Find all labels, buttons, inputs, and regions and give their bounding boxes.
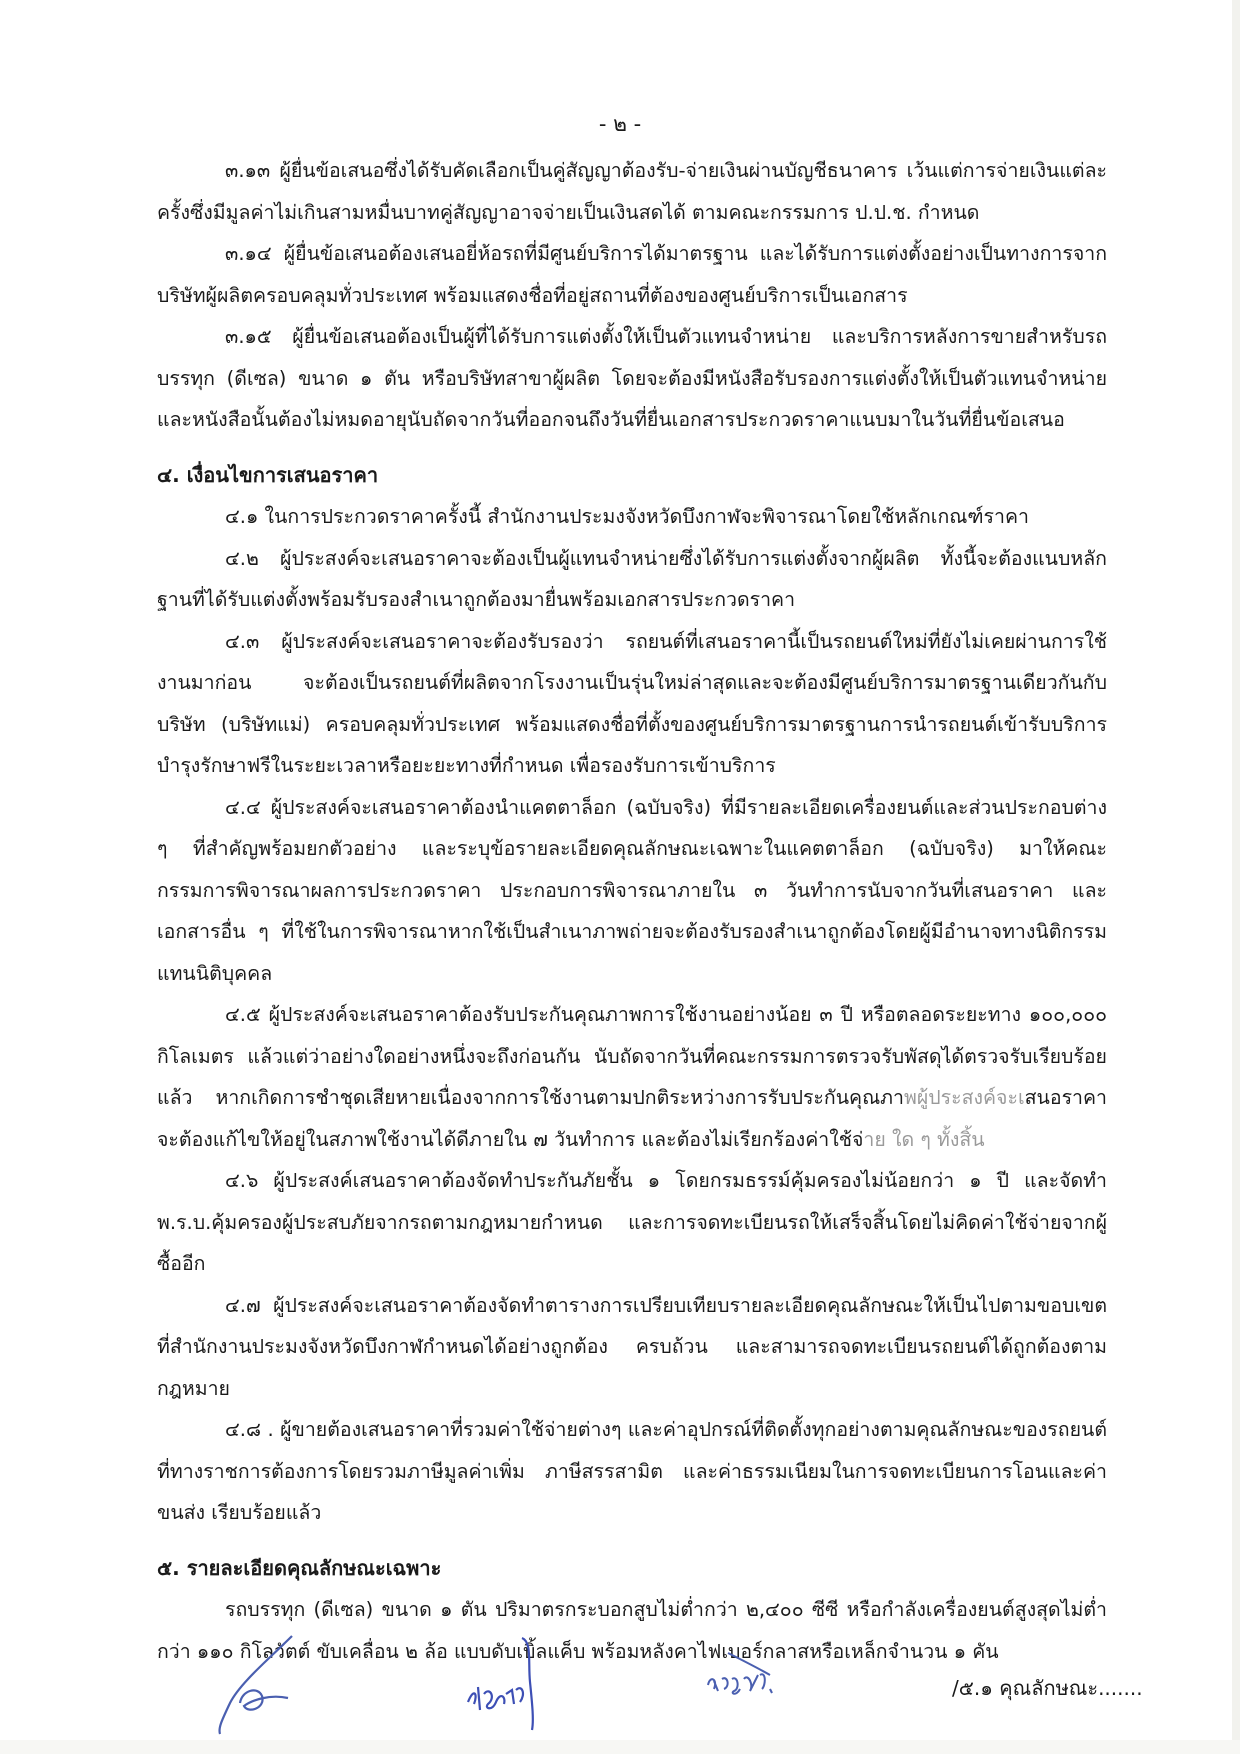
- spec-description: รถบรรทุก (ดีเซล) ขนาด ๑ ตัน ปริมาตรกระบอกสูบไม่ต่ำกว่า ๒,๔๐๐ ซีซี หรือกำลังเครื่องยนต์สูงสุดไม่ต่ำกว่า ๑๑๐ กิโลวัตต์ ขับเคลื่อน ๒ ล้อ แบบดับเบิ้ลแค็บ พร้อมหลังคาไฟเบอร์กลาสหรือเหล็กจำนวน ๑ คัน: [157, 1598, 1107, 1663]
- signature-1: [200, 1628, 310, 1738]
- page-edge-right: [1232, 0, 1240, 1754]
- section-4-heading: ๔. เงื่อนไขการเสนอราคา: [157, 462, 379, 487]
- signature-2: [460, 1632, 570, 1732]
- clause-3-14: ๓.๑๔ ผู้ยื่นข้อเสนอต้องเสนอยี่ห้อรถที่มีศูนย์บริการได้มาตรฐาน และได้รับการแต่งตั้งอย่างเป็นทางการจากบริษัทผู้ผลิตครอบคลุมทั่วประเทศ พร้อมแสดงชื่อที่อยู่สถานที่ต้องของศูนย์บริการเป็นเอกสาร: [157, 242, 1107, 307]
- clause-4-7: ๔.๗ ผู้ประสงค์จะเสนอราคาต้องจัดทำตารางการเปรียบเทียบรายละเอียดคุณลักษณะให้เป็นไปตามขอบเขตที่สำนักงานประมงจังหวัดบึงกาฬกำหนดได้อย่างถูกต้อง ครบถ้วน และสามารถจดทะเบียนรถยนต์ได้ถูกต้องตามกฎหมาย: [157, 1293, 1107, 1400]
- page-number: - ๒ -: [598, 112, 642, 136]
- clause-4-5-text: ๔.๕ ผู้ประสงค์จะเสนอราคาต้องรับประกันคุณภาพการใช้งานอย่างน้อย ๓ ปี หรือตลอดระยะทาง ๑๐๐,๐๐๐ กิโลเมตร แล้วแต่ว่าอย่างใดอย่างหนึ่งจะถึงก่อนกัน นับถัดจากวันที่คณะกรรมการตรวจรับพัสดุได้ตรวจรับเรียบร้อยแล้ว หากเกิดการชำชุดเสียหายเนื่องจากการใช้งานตามปกติระหว่างการรับประกันคุณภา: [157, 1003, 1107, 1109]
- clause-4-2: ๔.๒ ผู้ประสงค์จะเสนอราคาจะต้องเป็นผู้แทนจำหน่ายซึ่งได้รับการแต่งตั้งจากผู้ผลิต ทั้งนี้จะต้องแนบหลักฐานที่ได้รับแต่งตั้งพร้อมรับรองสำเนาถูกต้องมายื่นพร้อมเอกสารประกวดราคา: [157, 546, 1107, 611]
- section-5-heading: ๕. รายละเอียดคุณลักษณะเฉพาะ: [157, 1555, 442, 1580]
- clause-4-5-faded-text: าย ใด ๆ ทั้งสิ้น: [863, 1127, 985, 1151]
- clause-3-15: ๓.๑๕ ผู้ยื่นข้อเสนอต้องเป็นผู้ที่ได้รับการแต่งตั้งให้เป็นตัวแทนจำหน่าย และบริการหลังการขายสำหรับรถบรรทุก (ดีเซล) ขนาด ๑ ตัน หรือบริษัทสาขาผู้ผลิต โดยจะต้องมีหนังสือรับรองการแต่งตั้งให้เป็นตัวแทนจำหน่าย และหนังสือนั้นต้องไม่หมดอายุนับถัดจากวันที่ออกจนถึงวันที่ยื่นเอกสารประกวดราคาแนบมาในวันที่ยื่นข้อเสนอ: [157, 325, 1107, 431]
- clause-4-3: ๔.๓ ผู้ประสงค์จะเสนอราคาจะต้องรับรองว่า รถยนต์ที่เสนอราคานี้เป็นรถยนต์ใหม่ที่ยังไม่เคยผ่านการใช้งานมาก่อน จะต้องเป็นรถยนต์ที่ผลิตจากโรงงานเป็นรุ่นใหม่ล่าสุดและจะต้องมีศูนย์บริการมาตรฐานเดียวกันกับบริษัท (บริษัทแม่) ครอบคลุมทั่วประเทศ พร้อมแสดงชื่อที่ตั้งของศูนย์บริการมาตรฐานการนำรถยนต์เข้ารับบริการบำรุงรักษาฟรีในระยะเวลาหรือยะยะทางที่กำหนด เพื่อรองรับการเข้าบริการ: [157, 629, 1107, 777]
- clause-4-5-text: สนอราคาจะต้องแก้ไขให้อยู่ในสภาพใช้งานได้ดีภายใน ๗ วันทำการ และต้องไม่เรียกร้องค่าใช้จ่: [157, 1086, 1107, 1151]
- clause-4-8: ๔.๘ . ผู้ขายต้องเสนอราคาที่รวมค่าใช้จ่ายต่างๆ และค่าอุปกรณ์ที่ติดตั้งทุกอย่างตามคุณลักษณะของรถยนต์ที่ทางราชการต้องการโดยรวมภาษีมูลค่าเพิ่ม ภาษีสรรสามิต และค่าธรรมเนียมในการจดทะเบียนการโอนและค่าขนส่ง เรียบร้อยแล้ว: [157, 1418, 1107, 1524]
- clause-4-6: ๔.๖ ผู้ประสงค์เสนอราคาต้องจัดทำประกันภัยชั้น ๑ โดยกรมธรรม์คุ้มครองไม่น้อยกว่า ๑ ปี และจัดทำ พ.ร.บ.คุ้มครองผู้ประสบภัยจากรถตามกฎหมายกำหนด และการจดทะเบียนรถให้เสร็จสิ้นโดยไม่คิดค่าใช้จ่ายจากผู้ซื้ออีก: [157, 1169, 1107, 1275]
- clause-3-13: ๓.๑๓ ผู้ยื่นข้อเสนอซึ่งได้รับคัดเลือกเป็นคู่สัญญาต้องรับ-จ่ายเงินผ่านบัญชีธนาคาร เว้นแต่การจ่ายเงินแต่ละครั้งซึ่งมีมูลค่าไม่เกินสามหมื่นบาทคู่สัญญาอาจจ่ายเป็นเงินสดได้ ตามคณะกรรมการ ป.ป.ช. กำหนด: [157, 159, 1107, 224]
- clause-4-5: [157, 994, 1107, 1160]
- page-edge-bottom: [0, 1740, 1240, 1754]
- clause-4-1: ๔.๑ ในการประกวดราคาครั้งนี้ สำนักงานประมงจังหวัดบึงกาฬจะพิจารณาโดยใช้หลักเกณฑ์ราคา: [225, 505, 1029, 528]
- signature-3: [700, 1645, 810, 1705]
- document-body: [157, 150, 1107, 1672]
- clause-4-5-faded-text: พผู้ประสงค์จะเ: [903, 1086, 1025, 1109]
- clause-4-4: ๔.๔ ผู้ประสงค์จะเสนอราคาต้องนำแคตตาล็อก (ฉบับจริง) ที่มีรายละเอียดเครื่องยนต์และส่วนประกอบต่าง ๆ ที่สำคัญพร้อมยกตัวอย่าง และระบุข้อรายละเอียดคุณลักษณะเฉพาะในแคตตาล็อก (ฉบับจริง) มาให้คณะกรรมการพิจารณาผลการประกวดราคา ประกอบการพิจารณาภายใน ๓ วันทำการนับจากวันที่เสนอราคา และเอกสารอื่น ๆ ที่ใช้ในการพิจารณาหากใช้เป็นสำเนาภาพถ่ายจะต้องรับรองสำเนาถูกต้องโดยผู้มีอำนาจทางนิติกรรมแทนนิติบุคคล: [157, 795, 1107, 985]
- continuation-marker: /๕.๑ คุณลักษณะ.......: [952, 1676, 1143, 1700]
